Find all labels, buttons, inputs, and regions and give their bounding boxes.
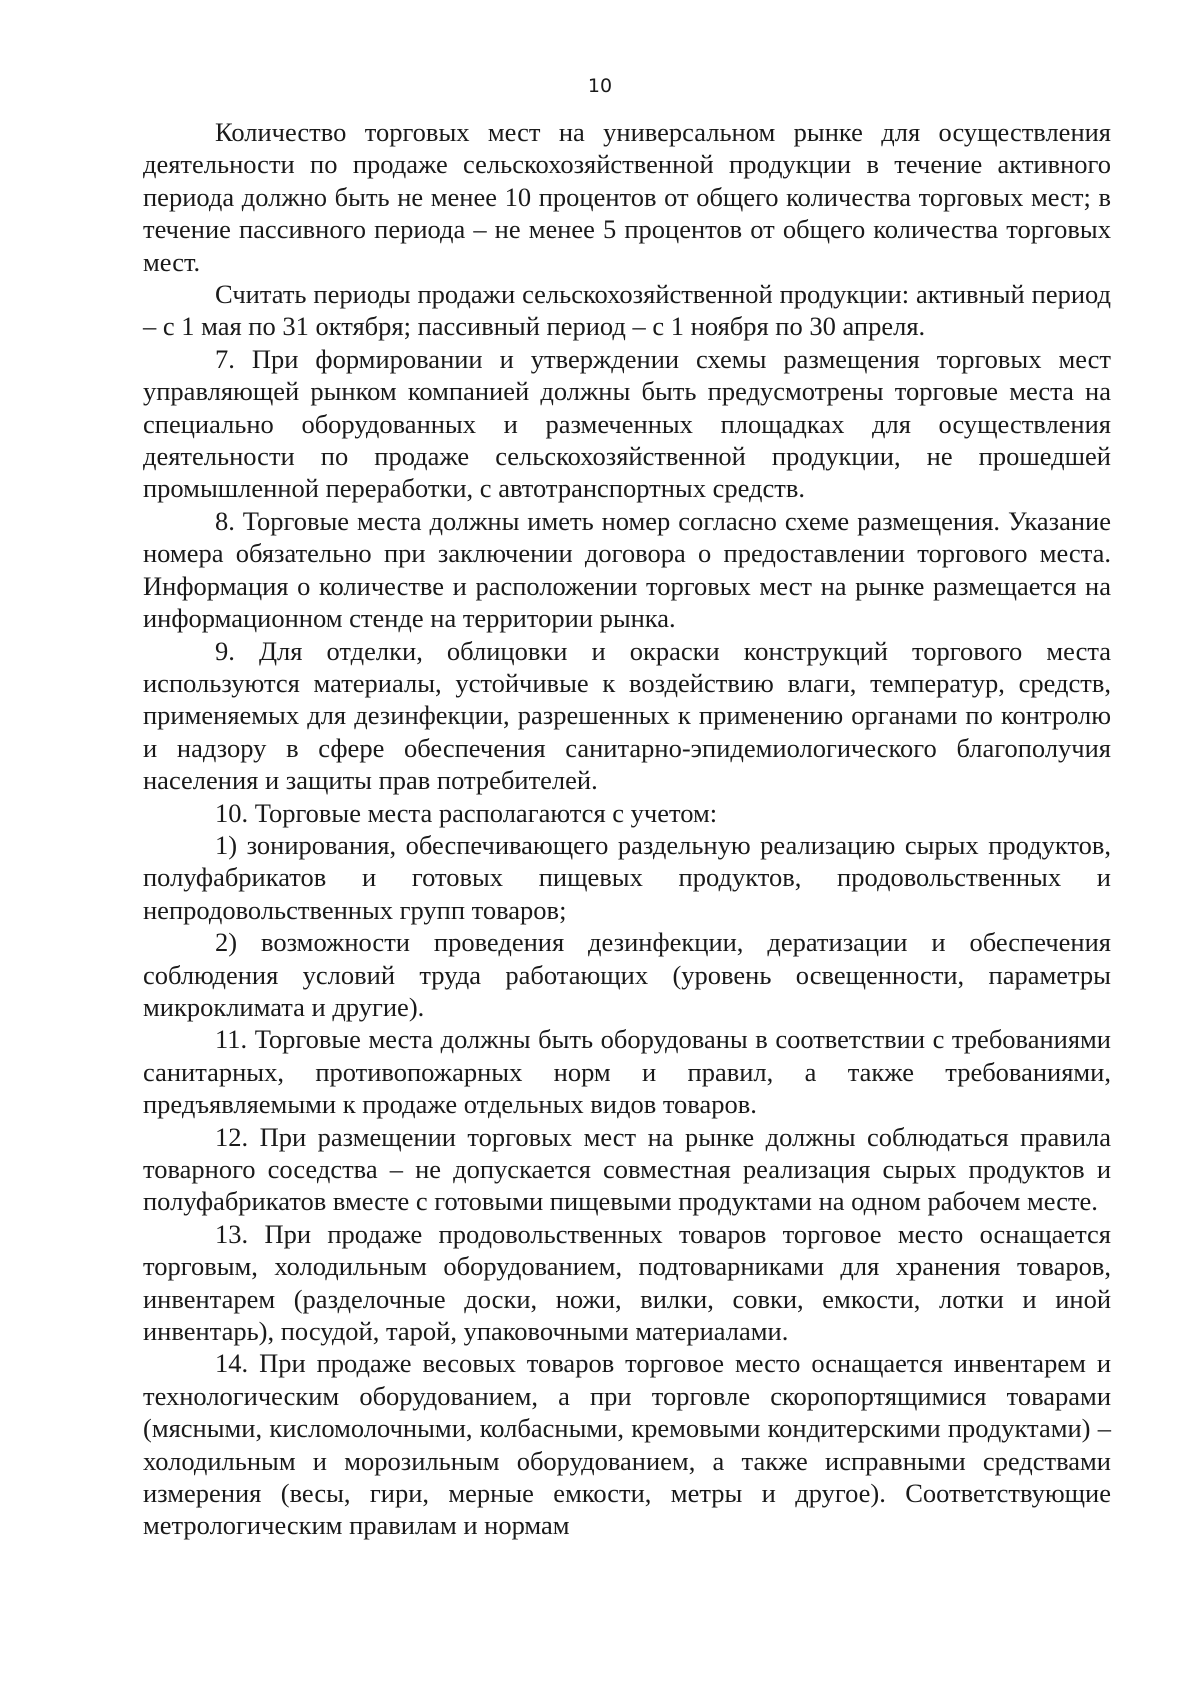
paragraph-14: 14. При продаже весовых товаров торговое место оснащается инвентарем и технологическим оборудованием, а при торговле скоропортящимися товарами (мясными, кисломолочными, колбасными, кремовыми кондитерскими продуктами) – холодильным и морозильным оборудованием, а также исправными средствами измерения (весы, гири, мерные емкости, метры и другое). Соответствующие метрологическим правилам и нормам [143,1348,1111,1541]
paragraph-9: 9. Для отделки, облицовки и окраски конструкций торгового места используются материалы, устойчивые к воздействию влаги, температур, средств, применяемых для дезинфекции, разрешенных к применению органами по контролю и надзору в сфере обеспечения санитарно-эпидемиологического благополучия населения и защиты прав потребителей. [143,635,1111,796]
document-body [143,116,1111,1542]
paragraph-11: 11. Торговые места должны быть оборудованы в соответствии с требованиями санитарных, противопожарных норм и правил, а также требованиями, предъявляемыми к продаже отдельных видов товаров. [143,1024,1111,1120]
paragraph-10-item-1: 1) зонирования, обеспечивающего раздельную реализацию сырых продуктов, полуфабрикатов и готовых пищевых продуктов, продовольственных и непродовольственных групп товаров; [143,829,1111,925]
paragraph-7: 7. При формировании и утверждении схемы размещения торговых мест управляющей рынком компанией должны быть предусмотрены торговые места на специально оборудованных и размеченных площадках для осуществления деятельности по продаже сельскохозяйственной продукции, не прошедшей промышленной переработки, с автотранспортных средств. [143,343,1111,504]
paragraph-10-item-2: 2) возможности проведения дезинфекции, дератизации и обеспечения соблюдения условий труда работающих (уровень освещенности, параметры микроклимата и другие). [143,927,1111,1022]
paragraph-10: 10. Торговые места располагаются с учетом: [215,797,718,828]
paragraph-8: 8. Торговые места должны иметь номер согласно схеме размещения. Указание номера обязательно при заключении договора о предоставлении торгового места. Информация о количестве и расположении торговых мест на рынке размещается на информационном стенде на территории рынка. [143,505,1111,634]
paragraph-sale-periods: Считать периоды продажи сельскохозяйственной продукции: активный период – с 1 мая по 31 октября; пассивный период – с 1 ноября по 30 апреля. [143,279,1111,342]
paragraph-12: 12. При размещении торговых мест на рынке должны соблюдаться правила товарного соседства – не допускается совместная реализация сырых продуктов и полуфабрикатов вместе с готовыми пищевыми продуктами на одном рабочем месте. [143,1121,1111,1217]
paragraph-13: 13. При продаже продовольственных товаров торговое место оснащается торговым, холодильным оборудованием, подтоварниками для хранения товаров, инвентарем (разделочные доски, ножи, вилки, совки, емкости, лотки и иной инвентарь), посудой, тарой, упаковочными материалами. [143,1218,1111,1347]
paragraph-market-places-quota: Количество торговых мест на универсальном рынке для осуществления деятельности по продаже сельскохозяйственной продукции в течение активного периода должно быть не менее 10 процентов от общего количества торговых мест; в течение пассивного периода – не менее 5 процентов от общего количества торговых мест. [143,117,1111,277]
page-number: 10 [587,75,613,97]
